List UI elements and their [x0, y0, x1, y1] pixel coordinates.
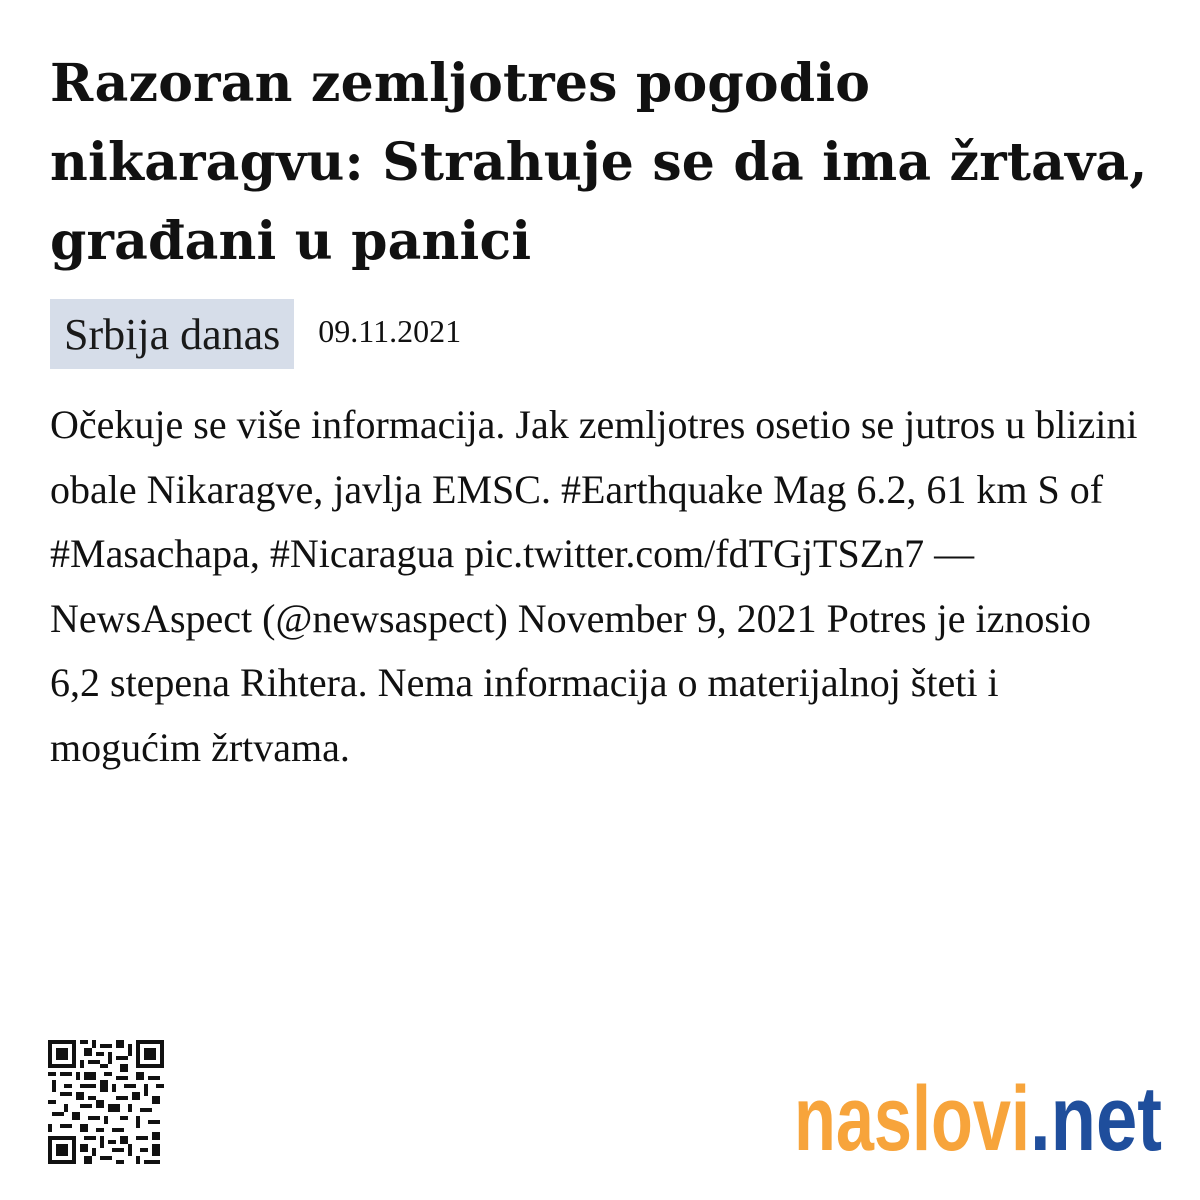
source-badge[interactable]: Srbija danas: [50, 299, 294, 369]
naslovi-net-logo[interactable]: [794, 1070, 1164, 1166]
article-meta: [50, 299, 1150, 369]
logo-text-naslovi: naslovi: [794, 1070, 1030, 1166]
article: [50, 44, 1150, 780]
logo-text-net: .net: [1030, 1070, 1162, 1166]
qr-code-icon: [48, 1040, 164, 1164]
article-headline: Razoran zemljotres pogodio nikaragvu: Strahuje se da ima žrtava, građani u panici: [50, 53, 1148, 272]
publish-date: 09.11.2021: [318, 313, 462, 349]
article-body: Očekuje se više informacija. Jak zemljotres osetio se jutros u blizini obale Nikaragve, javlja EMSC. #Earthquake Mag 6.2, 61 km S of #Masachapa, #Nicaragua pic.twitter.com/fdTGjTSZn7 — NewsAspect (@newsaspect) November 9, 2021 Potres je iznosio 6,2 stepena Rihtera. Nema informacija o materijalnoj šteti i mogućim žrtvama.: [50, 402, 1138, 770]
